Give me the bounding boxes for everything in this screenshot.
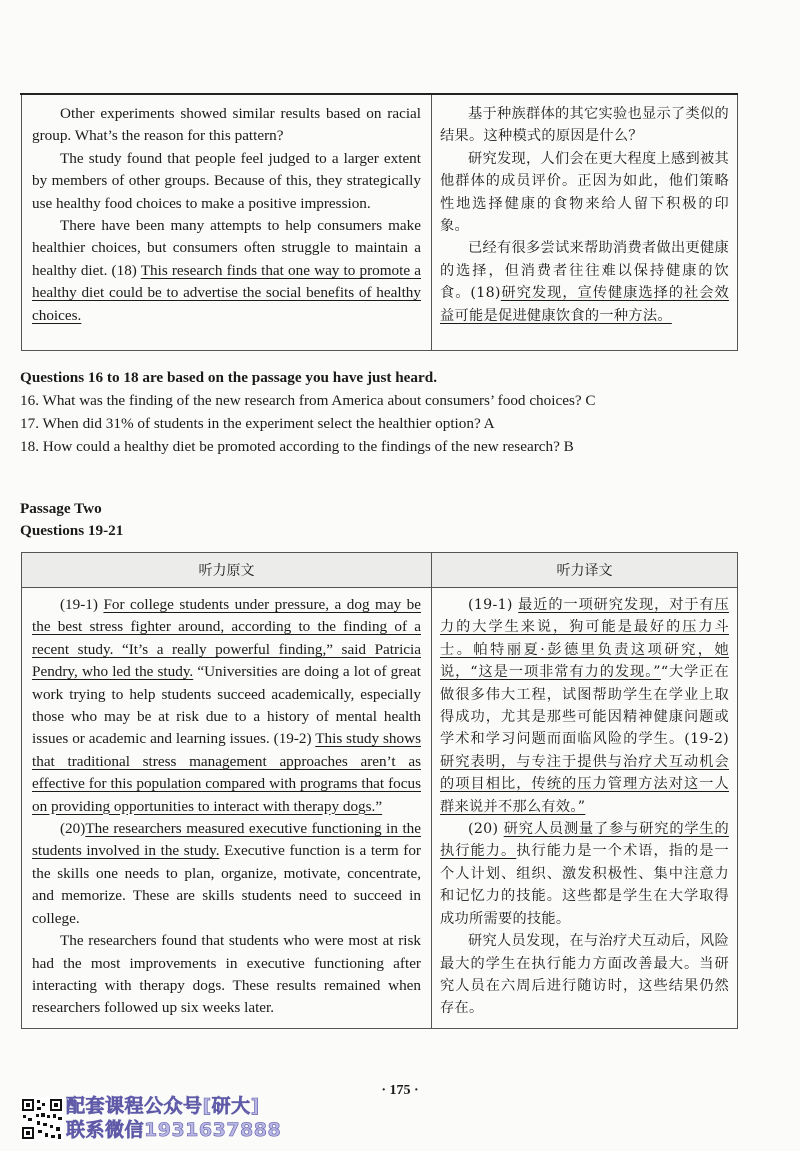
passage1-table [21, 95, 738, 351]
header-translation: 听力译文 [432, 553, 738, 588]
questions-heading: Questions 16 to 18 are based on the passage you have just heard. [20, 369, 437, 386]
passage2-table [21, 552, 738, 1029]
qr-code-icon [20, 1097, 64, 1141]
passage2-zh-paragraph: (19-1) 最近的一项研究发现，对于有压力的大学生来说，狗可能是最好的压力斗士。帕特丽夏·彭德里负责这项研究，她说，“这是一项非常有力的发现。”“大学正在做很多伟大工程，试图帮助学生在学业上取得成功，尤其是那些可能因精神健康问题或学术和学习问题而面临风险的学生。(19-2) 研究表明，与专注于提供与治疗犬互动机会的项目相比，传统的压力管理方法对这一人群来说并不那么有效。” [440, 597, 729, 815]
passage1-en-paragraph: There have been many attempts to help consumers make healthier choices, but consumers often struggle to maintain a healthy diet. (18) This research finds that one way to promote a healthy diet could be to advertise the social benefits of healthy choices. [32, 217, 421, 324]
passage-title [20, 498, 123, 542]
passage2-en-paragraph: (19-1) For college students under pressure, a dog may be the best stress fighter around, according to the finding of a recent study. “It’s a really powerful finding,” said Patricia Pendry, who led the study. “Universities are doing a lot of great work trying to help students succeed academically, especially those who may be at risk due to a history of mental health issues or academic and learning issues. (19-2) This study shows that traditional stress management approaches aren’t as effective for this population compared with programs that focus on providing opportunities to interact with therapy dogs.” [32, 596, 422, 815]
passage-two-title: Passage Two [20, 500, 102, 517]
question-item: 17. When did 31% of students in the experiment select the healthier option? A [20, 415, 495, 432]
passage2-zh-paragraph: 研究人员发现，在与治疗犬互动后，风险最大的学生在执行能力方面改善最大。当研究人员在六周后进行随访时，这些结果仍然存在。 [440, 933, 729, 1017]
answer-underline: This research finds that one way to promote a healthy diet could be to advertise the social benefits of healthy choices. [32, 261, 421, 324]
passage1-english-cell [22, 95, 432, 351]
promo-line: 联系微信1931637888 [66, 1119, 282, 1141]
passage2-chinese-cell [432, 588, 738, 1029]
passage1-zh-paragraph: 基于种族群体的其它实验也显示了类似的结果。这种模式的原因是什么？ [440, 106, 729, 145]
passage1-en-paragraph: Other experiments showed similar results based on racial group. What’s the reason for this pattern? [32, 105, 421, 145]
passage2-zh-paragraph: (20) 研究人员测量了参与研究的学生的执行能力。执行能力是一个术语，指的是一个人计划、组织、激发积极性、集中注意力和记忆力的技能。这些都是学生在大学取得成功所需要的技能。 [440, 821, 729, 927]
questions-range-title: Questions 19-21 [20, 522, 124, 539]
promo-watermark [66, 1094, 281, 1142]
passage1-chinese-cell [432, 95, 738, 351]
answer-underline: 研究发现，宣传健康选择的社会效益可能是促进健康饮食的一种方法。 [440, 285, 729, 324]
questions-list [20, 389, 596, 458]
passage1-zh-paragraph: 已经有很多尝试来帮助消费者做出更健康的选择，但消费者往往难以保持健康的饮食。(18)研究发现，宣传健康选择的社会效益可能是促进健康饮食的一种方法。 [440, 240, 729, 324]
passage1-en-paragraph: The study found that people feel judged to a larger extent by members of other groups. Because of this, they strategically use healthy food choices to make a positive impression. [32, 149, 421, 212]
passage2-english-cell [22, 588, 432, 1029]
header-original-text: 听力原文 [22, 553, 432, 588]
passage2-en-paragraph: The researchers found that students who were most at risk had the most improvements in executive functioning after interacting with therapy dogs. These results remained when researchers followed up six weeks later. [32, 932, 421, 1017]
passage2-en-paragraph: (20)The researchers measured executive functioning in the students involved in the study. Executive function is a term for the skills one needs to plan, organize, motivate, concentrate, and memorize. These are skills students need to succeed in college. [32, 820, 421, 927]
question-item: 16. What was the finding of the new research from America about consumers’ food choices? C [20, 392, 596, 409]
question-item: 18. How could a healthy diet be promoted according to the findings of the new research? B [20, 438, 574, 455]
passage1-zh-paragraph: 研究发现，人们会在更大程度上感到被其他群体的成员评价。正因为如此，他们策略性地选择健康的食物来给人留下积极的印象。 [440, 150, 729, 235]
page-number: · 175 · [381, 1083, 419, 1098]
promo-line: 配套课程公众号[研大] [66, 1095, 260, 1117]
